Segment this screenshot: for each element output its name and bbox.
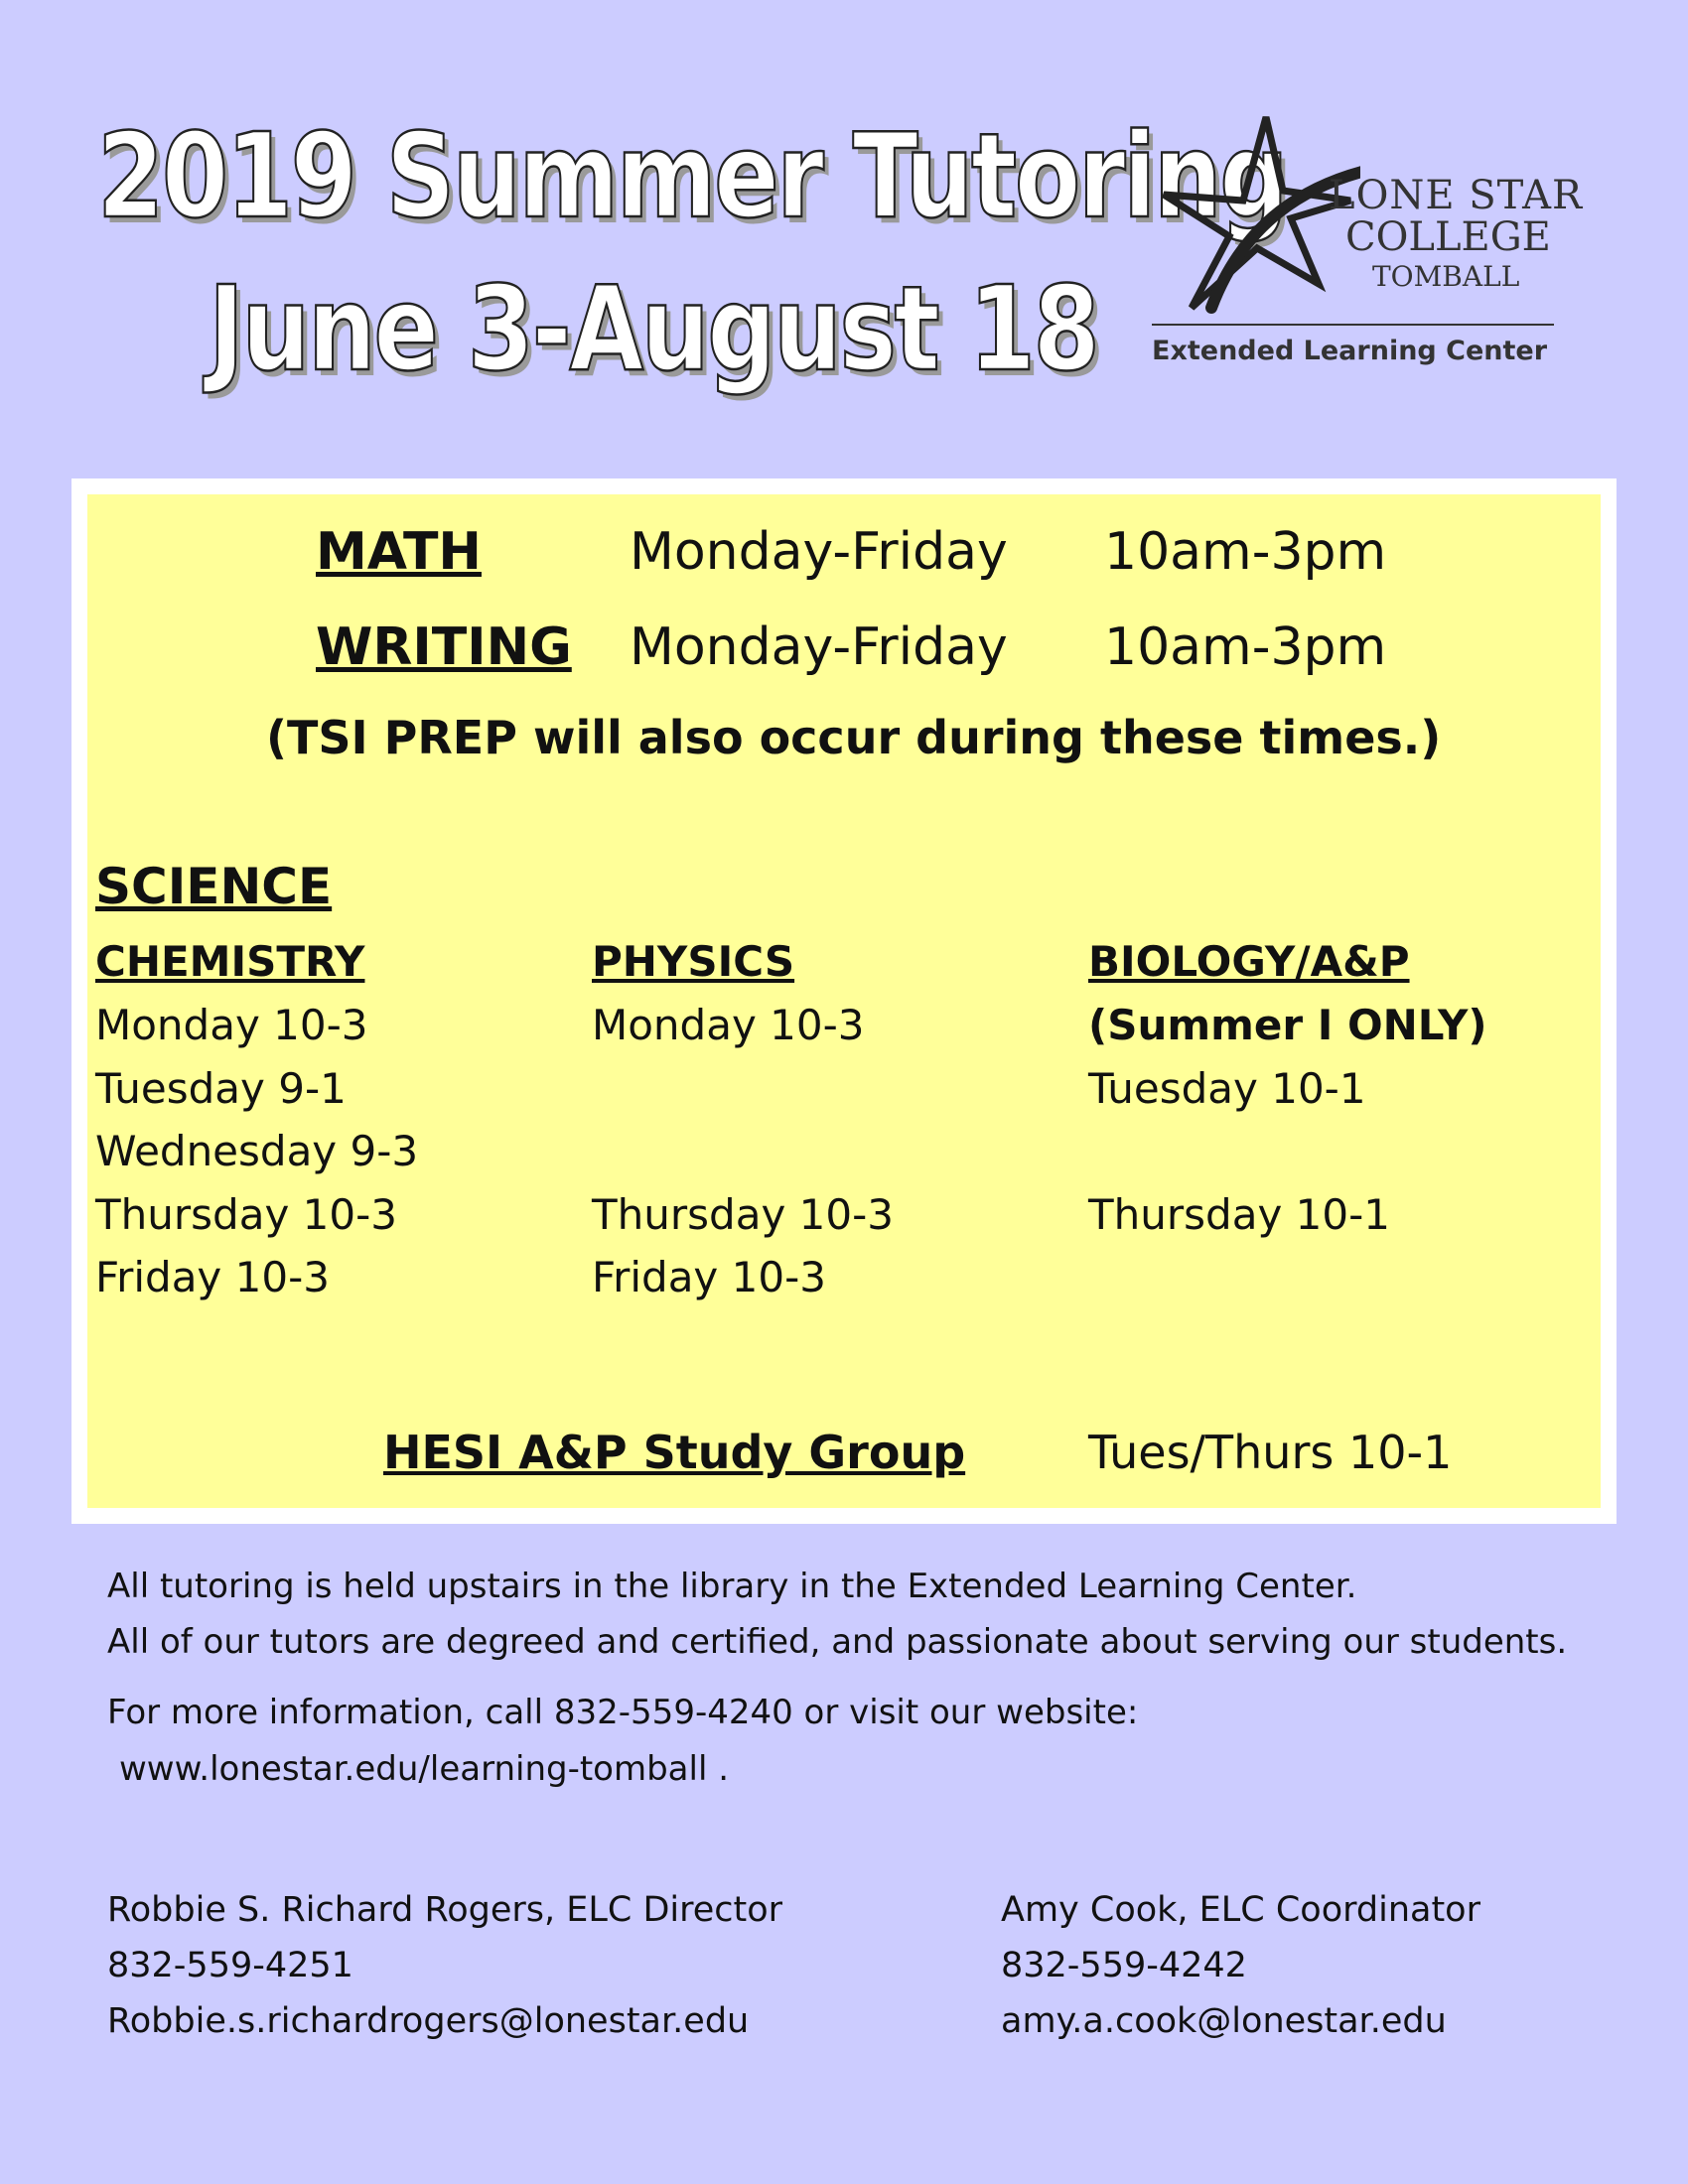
hesi-label: HESI A&P Study Group [383,1426,966,1479]
title-line-1: 2019 Summer Tutoring [97,107,1287,244]
biology-slot: Thursday 10-1 [1088,1190,1390,1239]
coordinator-email[interactable]: amy.a.cook@lonestar.edu [1001,2001,1447,2041]
info-tutors: All of our tutors are degreed and certified, and passionate about serving our students. [107,1622,1568,1662]
schedule-box [71,478,1617,1524]
chemistry-heading: CHEMISTRY [95,937,365,986]
coordinator-phone: 832-559-4242 [1001,1946,1247,1985]
biology-note: (Summer I ONLY) [1088,1001,1487,1049]
logo-line-lone-star: LONE STAR [1329,173,1584,218]
physics-slot: Thursday 10-3 [592,1190,894,1239]
physics-heading: PHYSICS [592,937,795,986]
chemistry-slot: Tuesday 9-1 [95,1064,347,1113]
lone-star-college-logo [1152,109,1584,377]
science-heading: SCIENCE [95,858,333,915]
logo-line-tomball: TOMBALL [1372,260,1520,293]
math-days: Monday-Friday [630,522,1008,582]
logo-line-college: COLLEGE [1345,214,1551,260]
math-subject: MATH [316,522,482,582]
info-location: All tutoring is held upstairs in the library in the Extended Learning Center. [107,1567,1357,1606]
director-phone: 832-559-4251 [107,1946,353,1985]
director-name: Robbie S. Richard Rogers, ELC Director [107,1890,783,1930]
chemistry-slot: Wednesday 9-3 [95,1127,419,1175]
biology-heading: BIOLOGY/A&P [1088,937,1410,986]
chemistry-slot: Thursday 10-3 [95,1190,397,1239]
chemistry-slot: Friday 10-3 [95,1253,330,1301]
biology-slot: Tuesday 10-1 [1088,1064,1366,1113]
writing-subject: WRITING [316,617,572,677]
website-link[interactable]: www.lonestar.edu/learning-tomball . [119,1749,730,1789]
info-contact: For more information, call 832-559-4240 or visit our website: [107,1693,1139,1732]
physics-slot: Friday 10-3 [592,1253,826,1301]
tsi-note: (TSI PREP will also occur during these times.) [266,711,1442,764]
writing-time: 10am-3pm [1104,617,1387,677]
director-email[interactable]: Robbie.s.richardrogers@lonestar.edu [107,2001,750,2041]
coordinator-name: Amy Cook, ELC Coordinator [1001,1890,1480,1930]
logo-divider [1152,324,1554,326]
writing-days: Monday-Friday [630,617,1008,677]
hesi-time: Tues/Thurs 10-1 [1088,1426,1453,1479]
math-time: 10am-3pm [1104,522,1387,582]
physics-slot: Monday 10-3 [592,1001,865,1049]
title-line-2: June 3-August 18 [209,260,1098,397]
logo-tagline: Extended Learning Center [1152,336,1548,366]
chemistry-slot: Monday 10-3 [95,1001,368,1049]
